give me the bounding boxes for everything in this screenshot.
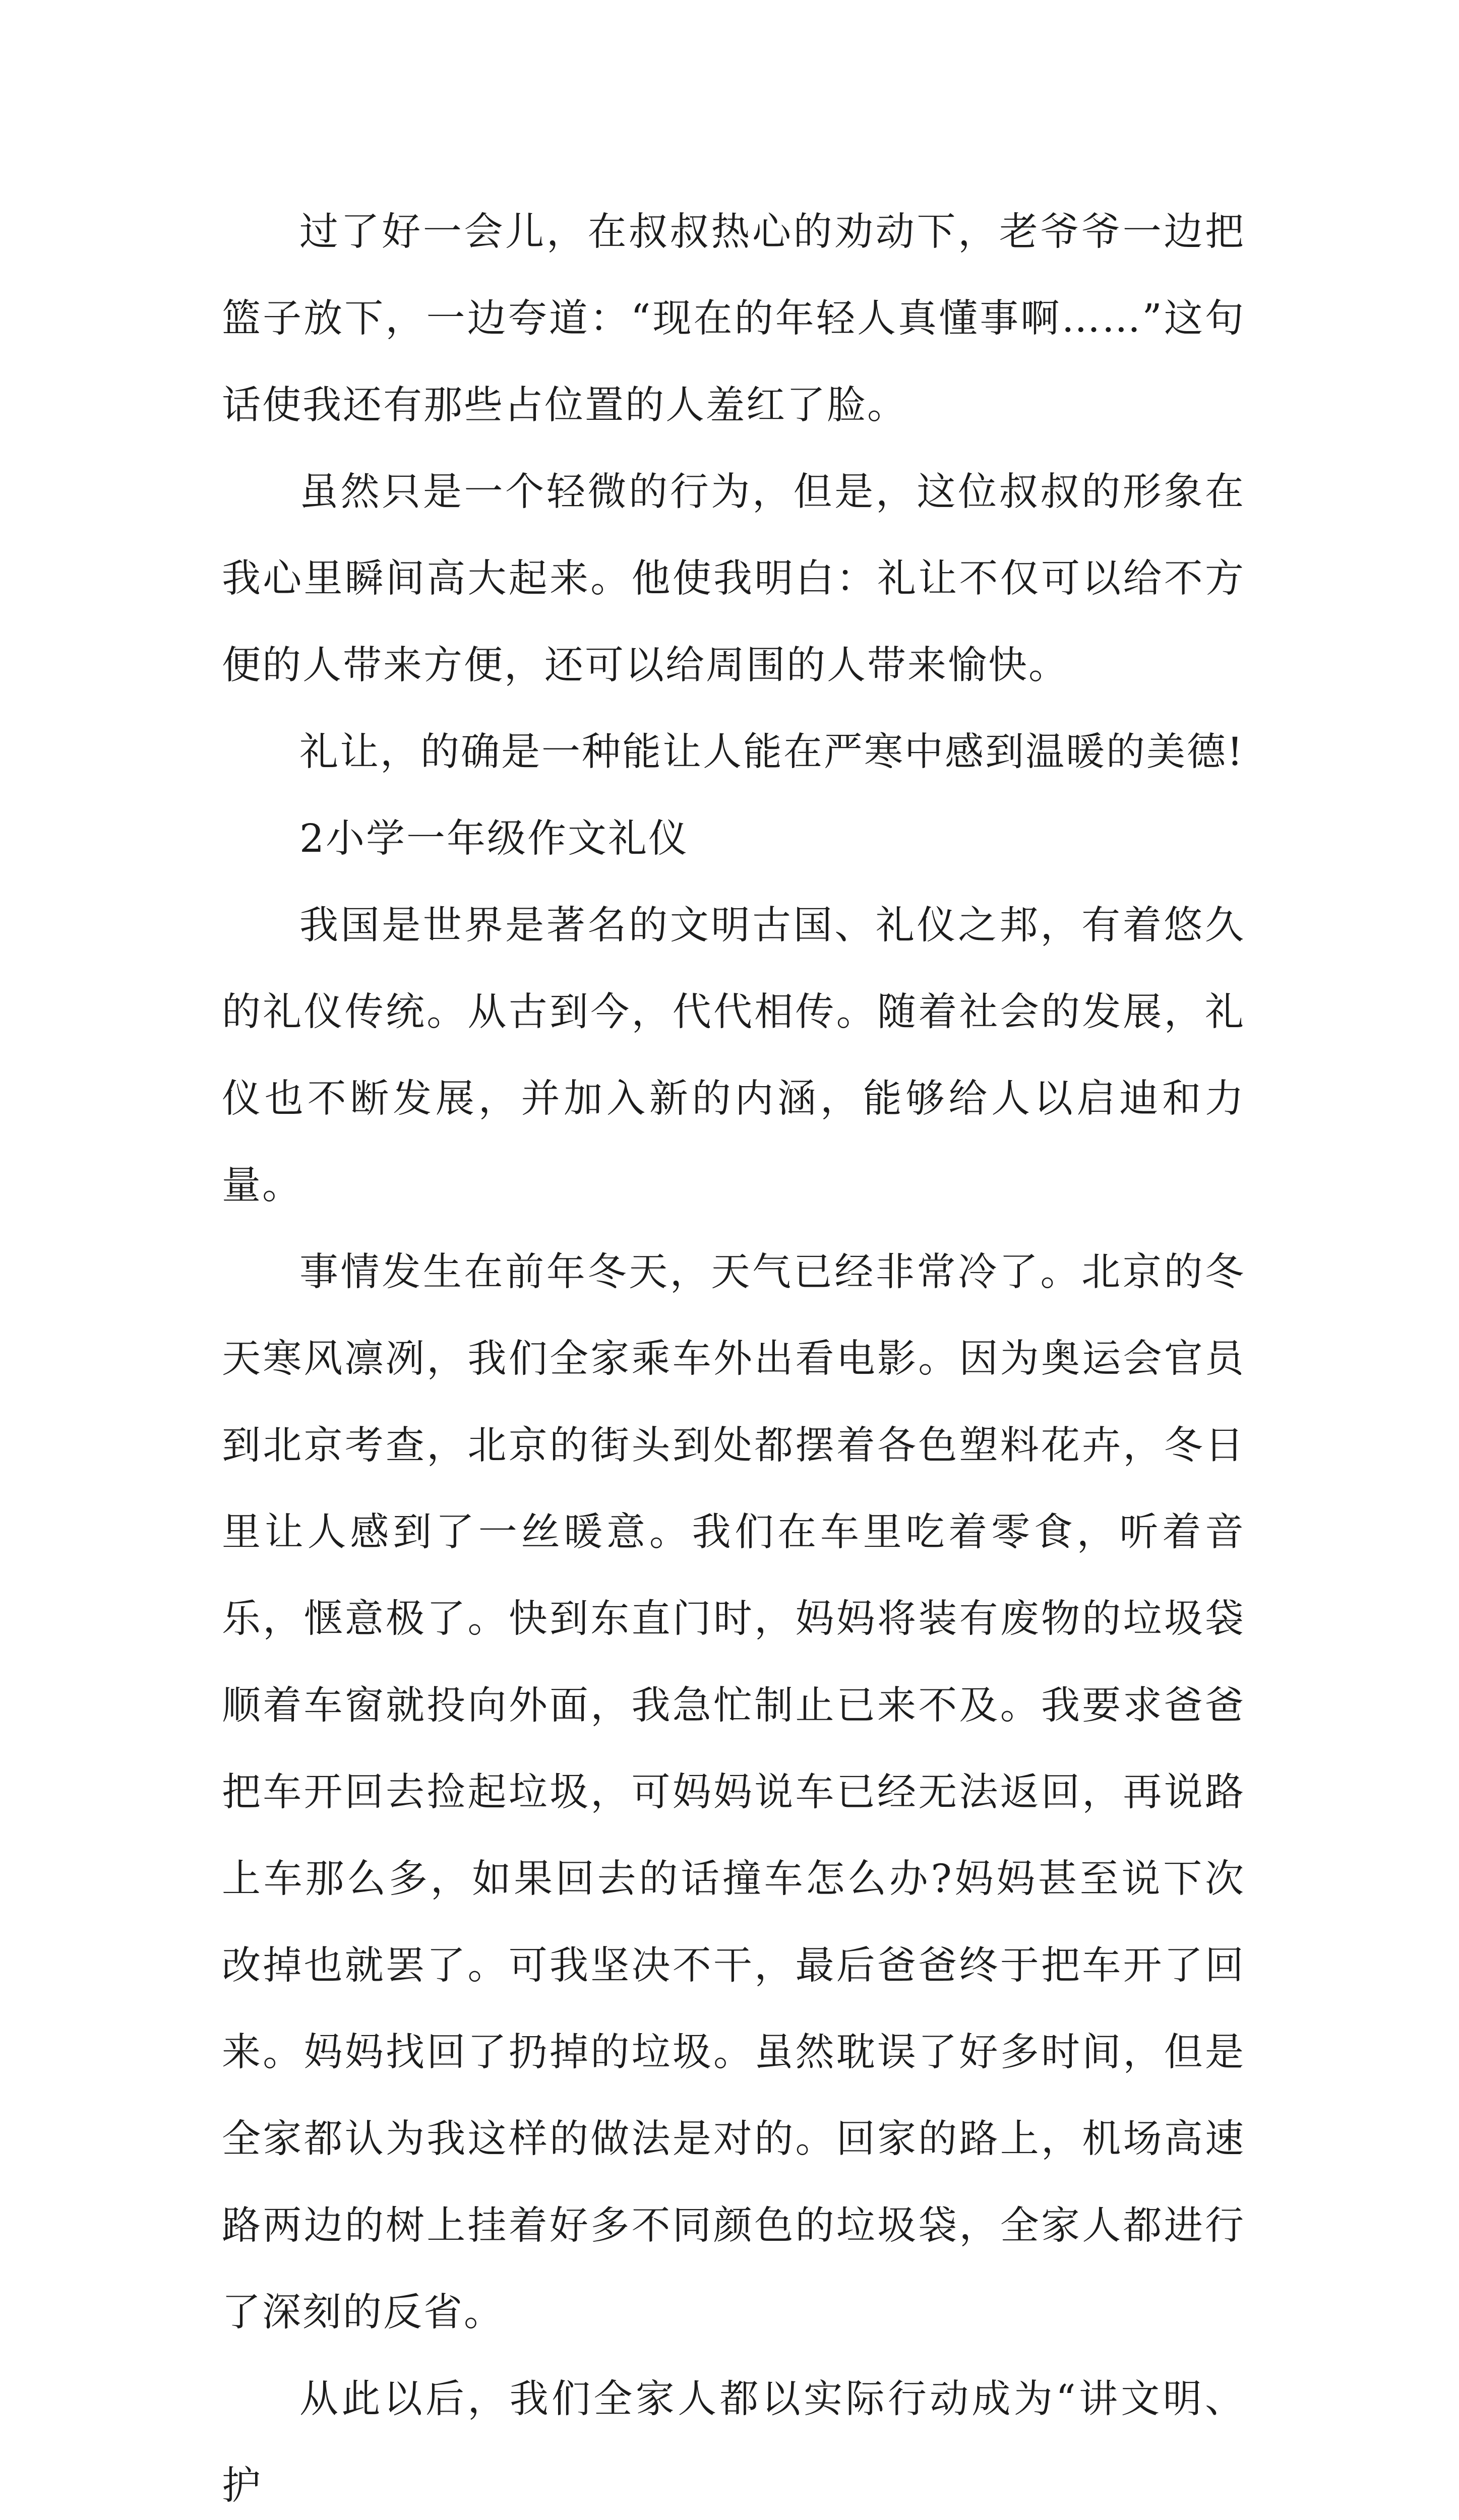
paragraph-5: 事情发生在前年冬天，天气已经非常冷了。北京的冬天寒风凛冽，我们全家乘车外出看电影。因为奥运会官员到北京考查，北京的街头到处都摆着各色塑料花卉，冬日里让人感到了一丝暖意。我们在车里吃着零食，听着音乐，惬意极了。快到东直门时，妈妈将装有废物的垃圾袋顺着车窗就投向外面，我急忙制止已来不及。我要求爸爸把车开回去捡起垃圾，可妈妈说车已经无法返回，再说路上车那么多，如果回去的话撞车怎么办?妈妈甚至说下次改掉也就罢了。可我坚决不干，最后爸爸终于把车开了回来。妈妈找回了扔掉的垃圾。虽然耽误了好多时间，但是全家都认为我这样的做法是对的。回家的路上，机场高速路两边的树上挂着好多不同颜色的垃圾袋，全家人都进行了深刻的反省。: [222, 1250, 1245, 2335]
document-page: [222, 189, 1245, 2520]
paragraph-6: 从此以后，我们全家人都以实际行动成为“讲文明、护: [222, 2377, 1245, 2508]
paragraph-2: 虽然只是一个轻微的行为，但是，这位叔叔的形象在我心里瞬间高大起来。他使我明白：礼让不仅可以给不方便的人带来方便，还可以给周围的人带来愉快。: [222, 470, 1245, 688]
paragraph-1: 过了好一会儿，在叔叔热心的劝动下，老爷爷一边把篮子放下，一边夸道：“现在的年轻人真懂事啊……”这句话使我还有那些占位置的人羞红了脸。: [222, 210, 1245, 428]
paragraph-4: 我国是世界是著名的文明古国、礼仪之邦，有着悠久的礼仪传统。从古到今，代代相传。随着社会的发展，礼仪也不断发展，并加入新的内涵，能够给人以启迪和力量。: [222, 903, 1245, 1208]
paragraph-3: 礼让，的确是一种能让人能在严寒中感到温暖的美德!: [299, 730, 1244, 775]
section-heading: 2小学一年级作文礼仪: [299, 816, 689, 861]
